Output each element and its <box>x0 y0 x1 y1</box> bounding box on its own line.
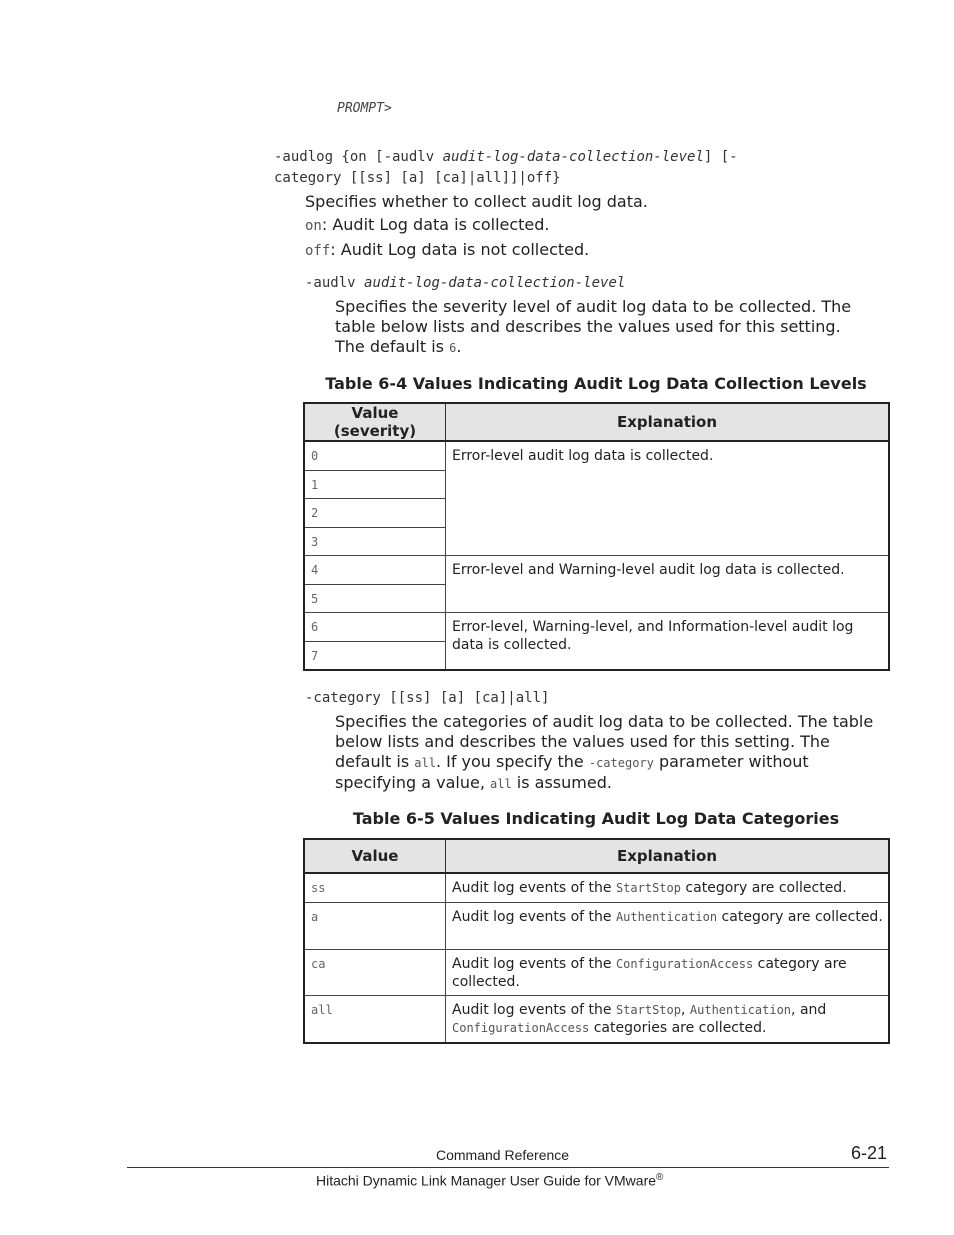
table-row <box>304 555 889 584</box>
footer-page-number: 6-21 <box>851 1143 888 1163</box>
table2-value-cell: a <box>304 902 446 949</box>
table1-value-cell: 0 <box>304 441 446 470</box>
table1-value-cell: 2 <box>304 498 446 527</box>
category-syntax: -category [[ss] [a] [ca]|all] <box>305 690 550 706</box>
table1-value-cell: 4 <box>304 555 446 584</box>
table2 <box>303 838 890 1044</box>
table1-header-explanation: Explanation <box>446 403 890 441</box>
prompt-text: PROMPT> <box>337 101 392 116</box>
category-default-code: all <box>414 756 436 770</box>
table2-value-cell: ca <box>304 949 446 995</box>
table-row <box>304 995 889 1043</box>
table1-value-cell: 3 <box>304 527 446 555</box>
category-desc-text: parameter without <box>653 752 809 771</box>
audlog-syntax-param: audit-log-data-collection-level <box>442 149 704 165</box>
category-code: StartStop <box>615 1002 681 1017</box>
category-code: ConfigurationAccess <box>615 956 754 971</box>
table1-value-cell: 7 <box>304 641 446 670</box>
explanation-text: Audit log events of the <box>452 908 616 925</box>
category-desc-text: is assumed. <box>511 773 612 792</box>
table1-caption: Table 6-4 Values Indicating Audit Log Data Collection Levels <box>325 374 867 393</box>
audlv-syntax-param: audit-log-data-collection-level <box>364 275 626 291</box>
explanation-text: Audit log events of the <box>452 1001 616 1018</box>
table2-value-cell: all <box>304 995 446 1043</box>
table2-explanation-cell <box>446 995 890 1043</box>
audlog-off-item <box>305 240 589 261</box>
audlv-description <box>335 297 851 358</box>
table-row <box>304 949 889 995</box>
table1 <box>303 402 890 671</box>
category-code: Authentication <box>689 1002 792 1017</box>
footer-guide-title <box>316 1172 663 1189</box>
table-row <box>304 612 889 641</box>
audlv-desc-text: . <box>456 337 462 356</box>
category-desc-line: below lists and describes the values used for this setting. The <box>335 732 830 751</box>
explanation-text: Audit log events of the <box>452 880 616 896</box>
audlv-desc-line: Specifies the severity level of audit log data to be collected. The <box>335 297 852 316</box>
audlog-syntax-line2: category [[ss] [a] [ca]|all]]|off} <box>274 170 561 186</box>
audlog-on-item <box>305 215 550 236</box>
on-code: on <box>305 218 322 234</box>
audlog-description: Specifies whether to collect audit log data. <box>305 192 648 211</box>
table1-explanation-cell: Error-level and Warning-level audit log data is collected. <box>446 555 890 612</box>
explanation-text: , and <box>791 1001 827 1018</box>
registered-mark: ® <box>656 1172 664 1183</box>
category-param-code: -category <box>588 756 654 770</box>
audlv-desc-line: table below lists and describes the values used for this setting. <box>335 317 841 336</box>
footer-divider <box>127 1167 889 1168</box>
table2-explanation-cell <box>446 949 890 995</box>
table2-header-explanation: Explanation <box>446 839 890 873</box>
explanation-text: categories are collected. <box>589 1019 767 1036</box>
category-desc-line: Specifies the categories of audit log data to be collected. The table <box>335 712 874 731</box>
category-description <box>335 712 873 794</box>
category-desc-line <box>335 752 873 773</box>
explanation-text: category are collected. <box>452 955 847 990</box>
table1-value-cell: 5 <box>304 584 446 612</box>
audlv-syntax <box>305 273 625 293</box>
table1-header-value: Value (severity) <box>304 403 446 441</box>
explanation-text: Audit log events of the <box>452 955 616 972</box>
explanation-text: category are collected. <box>680 880 847 896</box>
table2-explanation-cell <box>446 873 890 902</box>
table1-explanation-cell: Error-level, Warning-level, and Information-level audit log data is collected. <box>446 612 890 670</box>
table2-header-value: Value <box>304 839 446 873</box>
table-row <box>304 873 889 902</box>
off-text: : Audit Log data is not collected. <box>330 240 590 259</box>
category-code: Authentication <box>615 909 718 924</box>
category-desc-text: . If you specify the <box>435 752 589 771</box>
audlv-default-code: 6 <box>449 341 457 355</box>
category-desc-text: default is <box>335 752 415 771</box>
footer-section-title: Command Reference <box>436 1147 570 1163</box>
table1-explanation-cell: Error-level audit log data is collected. <box>446 441 890 555</box>
table2-caption: Table 6-5 Values Indicating Audit Log Data Categories <box>352 809 840 828</box>
audlog-syntax-part: -audlog {on [-audlv <box>274 149 443 165</box>
table-row <box>304 441 889 470</box>
audlv-desc-text: The default is <box>335 337 450 356</box>
table1-value-cell: 6 <box>304 612 446 641</box>
audlog-syntax-line1 <box>274 147 738 167</box>
table1-value-cell: 1 <box>304 470 446 498</box>
table2-explanation-cell <box>446 902 890 949</box>
explanation-text: category are collected. <box>717 908 883 925</box>
audlog-syntax-part: ] [- <box>703 149 738 165</box>
table-row <box>304 902 889 949</box>
category-desc-text: specifying a value, <box>335 773 490 792</box>
category-code: StartStop <box>615 881 681 895</box>
table1-header-row <box>304 403 889 441</box>
footer-guide-text: Hitachi Dynamic Link Manager User Guide for VMware <box>316 1172 657 1189</box>
table2-value-cell: ss <box>304 873 446 902</box>
off-code: off <box>305 243 331 259</box>
category-desc-line <box>335 773 873 794</box>
category-assumed-code: all <box>490 777 512 791</box>
on-text: : Audit Log data is collected. <box>321 215 550 234</box>
audlv-desc-line <box>335 337 851 358</box>
audlv-syntax-part: -audlv <box>305 275 365 291</box>
explanation-text: , <box>680 1001 690 1018</box>
category-code: ConfigurationAccess <box>452 1020 590 1035</box>
table2-header-row <box>304 839 889 873</box>
